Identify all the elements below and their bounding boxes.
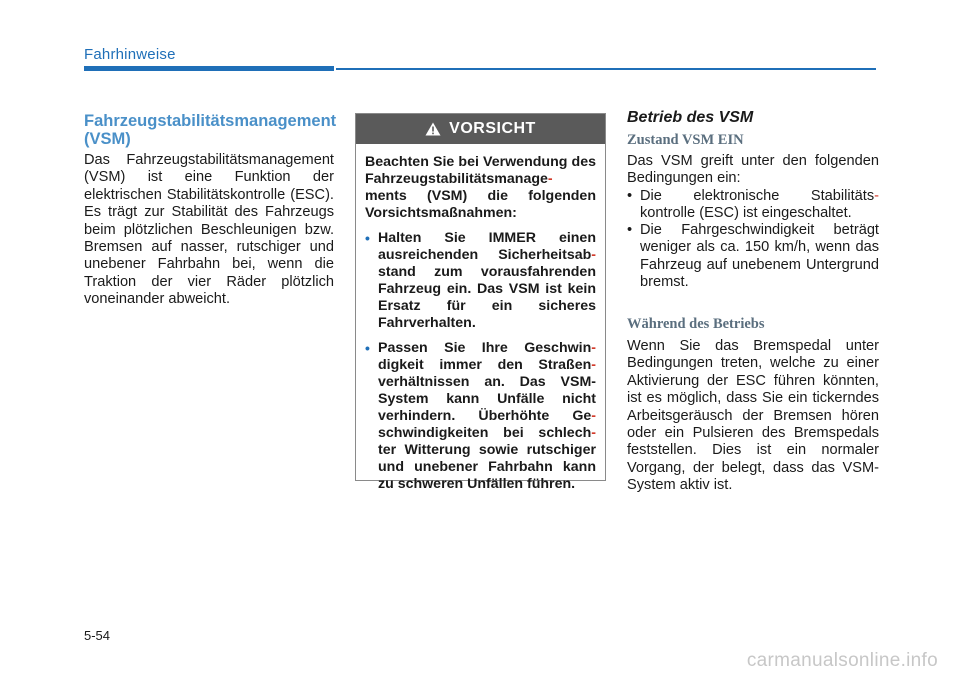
caution-header <box>356 114 605 144</box>
chapter-header: Fahrhinweise <box>84 46 176 63</box>
caution-item <box>365 340 596 493</box>
subheading-operation: Während des Betriebs <box>627 316 765 332</box>
condition-item <box>627 222 879 292</box>
page-number: 5-54 <box>84 628 111 643</box>
section-body: Das Fahrzeugstabilitätsmanagement (VSM) ist eine Funktion der elektrischen Stabilitätskontrolle (ESC). Es trägt zur Stabilität des Fahrzeugs beim plötzlichen Beschleunigen bzw. Bremsen auf nasser, rutschiger und unebener Fahrbahn bei, wenn die Traktion der vier Räder plötzlich voneinander abweicht. <box>84 152 334 308</box>
caution-intro: Beachten Sie bei Verwendung des Fahrzeugstabilitätsmanage- ments (VSM) die folgenden Vorsichtsmaßnahmen: <box>365 154 596 221</box>
caution-item-text: Passen Sie Ihre Geschwin- digkeit immer den Straßen- verhältnissen an. Das VSM-System kann Unfälle nicht verhindern. Überhöhte Ge- schwindigkeiten bei schlech- ter Witterung sowie rutschiger und unebener Fahrbahn kann zu schweren Unfällen führen. <box>378 340 596 492</box>
watermark: carmanualsonline.info <box>746 650 938 671</box>
warning-triangle-icon <box>425 122 441 136</box>
caution-item-text: Halten Sie IMMER einen ausreichenden Sicherheitsab- stand zum vorausfahrenden Fahrzeug ein. Das VSM ist kein Ersatz für ein sicheres Fahrverhalten. <box>378 230 596 331</box>
caution-heading: VORSICHT <box>449 120 536 137</box>
operation-title: Betrieb des VSM <box>627 109 754 126</box>
subheading-vsm-on: Zustand VSM EIN <box>627 132 744 148</box>
condition-text: Die Fahrgeschwindigkeit beträgt weniger als ca. 150 km/h, wenn das Fahrzeug auf unebenem Untergrund bremst. <box>640 222 879 291</box>
condition-text: Die elektronische Stabilitäts- kontrolle (ESC) ist eingeschaltet. <box>640 188 879 222</box>
caution-item <box>365 230 596 332</box>
condition-item <box>627 188 879 223</box>
vsm-on-intro: Das VSM greift unter den folgenden Bedingungen ein: <box>627 153 879 187</box>
bullet-dot: • <box>627 188 633 204</box>
caution-box <box>355 113 606 492</box>
bullet-dot: • <box>365 340 370 356</box>
bullet-dot: • <box>627 222 633 238</box>
caution-body <box>356 144 605 493</box>
header-rule-thick <box>84 66 334 71</box>
bullet-dot: • <box>365 230 370 246</box>
header-rule-thin <box>336 68 876 70</box>
section-title: Fahrzeugstabilitätsmanagement (VSM) <box>84 112 337 148</box>
operation-body: Wenn Sie das Bremspedal unter Bedingungen treten, welche zu einer Aktivierung der ESC führen könnten, ist es möglich, dass Sie ein tickerndes Arbeitsgeräusch der Bremsen hören oder ein Pulsieren des Bremspedals feststellen. Dies ist ein normaler Vorgang, der belegt, dass das VSM-System aktiv ist. <box>627 338 879 494</box>
